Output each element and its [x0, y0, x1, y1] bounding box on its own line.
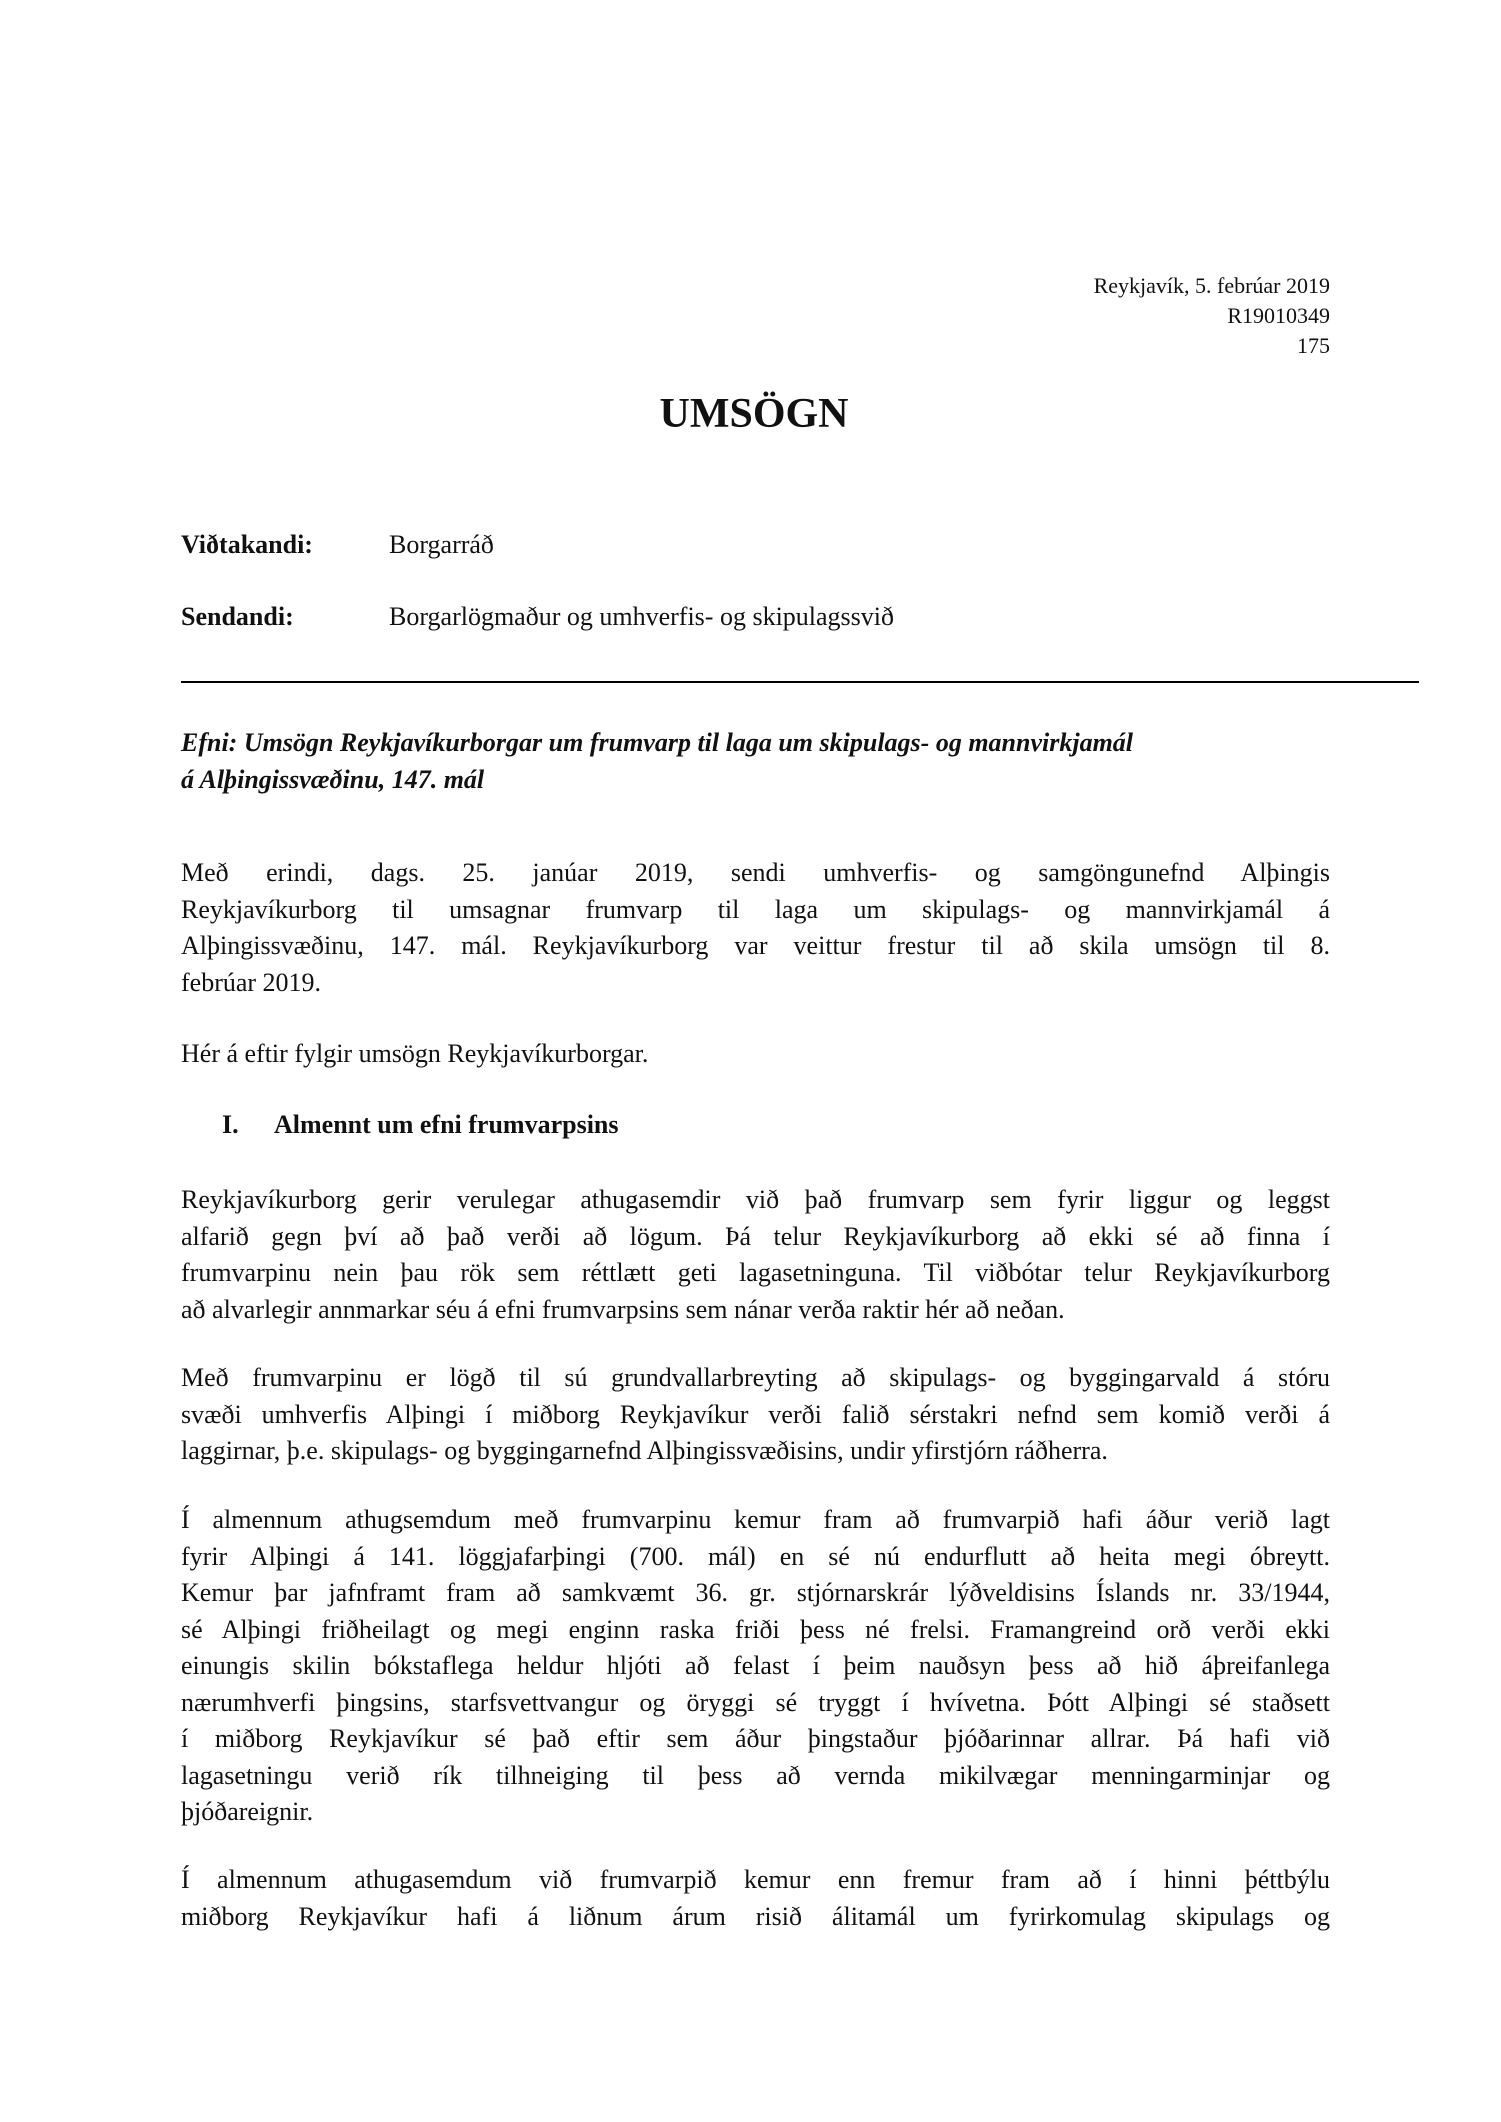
text-line: miðborg Reykjavíkur hafi á liðnum árum risið álitamál um fyrirkomulag skipulags og	[181, 1901, 1330, 1931]
section-number: I.	[222, 1110, 239, 1139]
subject	[181, 724, 1330, 798]
paragraph-1	[181, 855, 1330, 1001]
sender-label: Sendandi:	[181, 602, 294, 631]
text-line: Hér á eftir fylgir umsögn Reykjavíkurborgar.	[181, 1039, 649, 1068]
divider	[181, 681, 1419, 683]
text-line: febrúar 2019.	[181, 967, 322, 997]
recipient-value: Borgarráð	[389, 530, 494, 559]
reference-number: R19010349	[1227, 303, 1330, 328]
text-line: frumvarpinu nein þau rök sem réttlætt geti lagasetninguna. Til viðbótar telur Reykjavíkurborg	[181, 1258, 1330, 1287]
text-line: lagasetningu verið rík tilhneiging til þess að vernda mikilvægar menningarminjar og	[181, 1760, 1330, 1790]
paragraph-2	[181, 1036, 1330, 1073]
text-line: svæði umhverfis Alþingi í miðborg Reykjavíkur verði falið sérstakri nefnd sem komið verði á	[181, 1399, 1330, 1429]
text-line: einungis skilin bókstaflega heldur hljóti að felast í þeim nauðsyn þess að hið áþreifanlega	[181, 1651, 1330, 1680]
text-line: að alvarlegir annmarkar séu á efni frumvarpsins sem nánar verða raktir hér að neðan.	[181, 1294, 1065, 1324]
case-number: 175	[1297, 333, 1330, 358]
text-line: nærumhverfi þingsins, starfsvettvangur og öryggi sé tryggt í hvívetna. Þótt Alþingi sé staðsett	[181, 1687, 1330, 1717]
document-header	[1094, 271, 1330, 361]
text-line: sé Alþingi friðheilagt og megi enginn raska friði þess né frelsi. Framangreind orð verði ekki	[181, 1614, 1330, 1644]
text-line: Reykjavíkurborg til umsagnar frumvarp til laga um skipulags- og mannvirkjamál á	[181, 894, 1330, 924]
section-heading: Almennt um efni frumvarpsins	[274, 1110, 619, 1139]
paragraph-3	[181, 1182, 1330, 1328]
text-line: fyrir Alþingi á 141. löggjafarþingi (700. mál) en sé nú endurflutt að heita megi óbreytt.	[181, 1541, 1330, 1571]
text-line: Með frumvarpinu er lögð til sú grundvallarbreyting að skipulags- og byggingarvald á stóru	[181, 1363, 1330, 1392]
text-line: Í almennum athugsemdum með frumvarpinu kemur fram að frumvarpið hafi áður verið lagt	[181, 1505, 1330, 1534]
text-line: Alþingissvæðinu, 147. mál. Reykjavíkurborg var veittur frestur til að skila umsögn til 8.	[181, 931, 1330, 960]
page-title: UMSÖGN	[659, 391, 849, 437]
place-date: Reykjavík, 5. febrúar 2019	[1093, 273, 1330, 298]
text-line: alfarið gegn því að það verði að lögum. Þá telur Reykjavíkurborg að ekki sé að finna í	[181, 1221, 1330, 1251]
paragraph-6	[181, 1862, 1330, 1935]
subject-line: Efni: Umsögn Reykjavíkurborgar um frumvarp til laga um skipulags- og mannvirkjamál	[181, 728, 1134, 757]
paragraph-4	[181, 1360, 1330, 1470]
text-line: í miðborg Reykjavíkur sé það eftir sem áður þingstaður þjóðarinnar allrar. Þá hafi við	[181, 1724, 1330, 1753]
text-line: þjóðareignir.	[181, 1797, 314, 1826]
sender-value: Borgarlögmaður og umhverfis- og skipulagssvið	[389, 602, 895, 631]
text-line: laggirnar, þ.e. skipulags- og byggingarnefnd Alþingissvæðisins, undir yfirstjórn ráðherra.	[181, 1436, 1108, 1465]
recipient-label: Viðtakandi:	[181, 530, 313, 559]
text-line: Kemur þar jafnframt fram að samkvæmt 36. gr. stjórnarskrár lýðveldisins Íslands nr. 33/1944,	[181, 1578, 1330, 1607]
subject-line: á Alþingissvæðinu, 147. mál	[181, 765, 485, 794]
text-line: Með erindi, dags. 25. janúar 2019, sendi umhverfis- og samgöngunefnd Alþingis	[181, 858, 1330, 887]
text-line: Reykjavíkurborg gerir verulegar athugasemdir við það frumvarp sem fyrir liggur og leggst	[181, 1185, 1330, 1214]
text-line: Í almennum athugasemdum við frumvarpið kemur enn fremur fram að í hinni þéttbýlu	[181, 1865, 1330, 1894]
paragraph-5	[181, 1502, 1330, 1831]
